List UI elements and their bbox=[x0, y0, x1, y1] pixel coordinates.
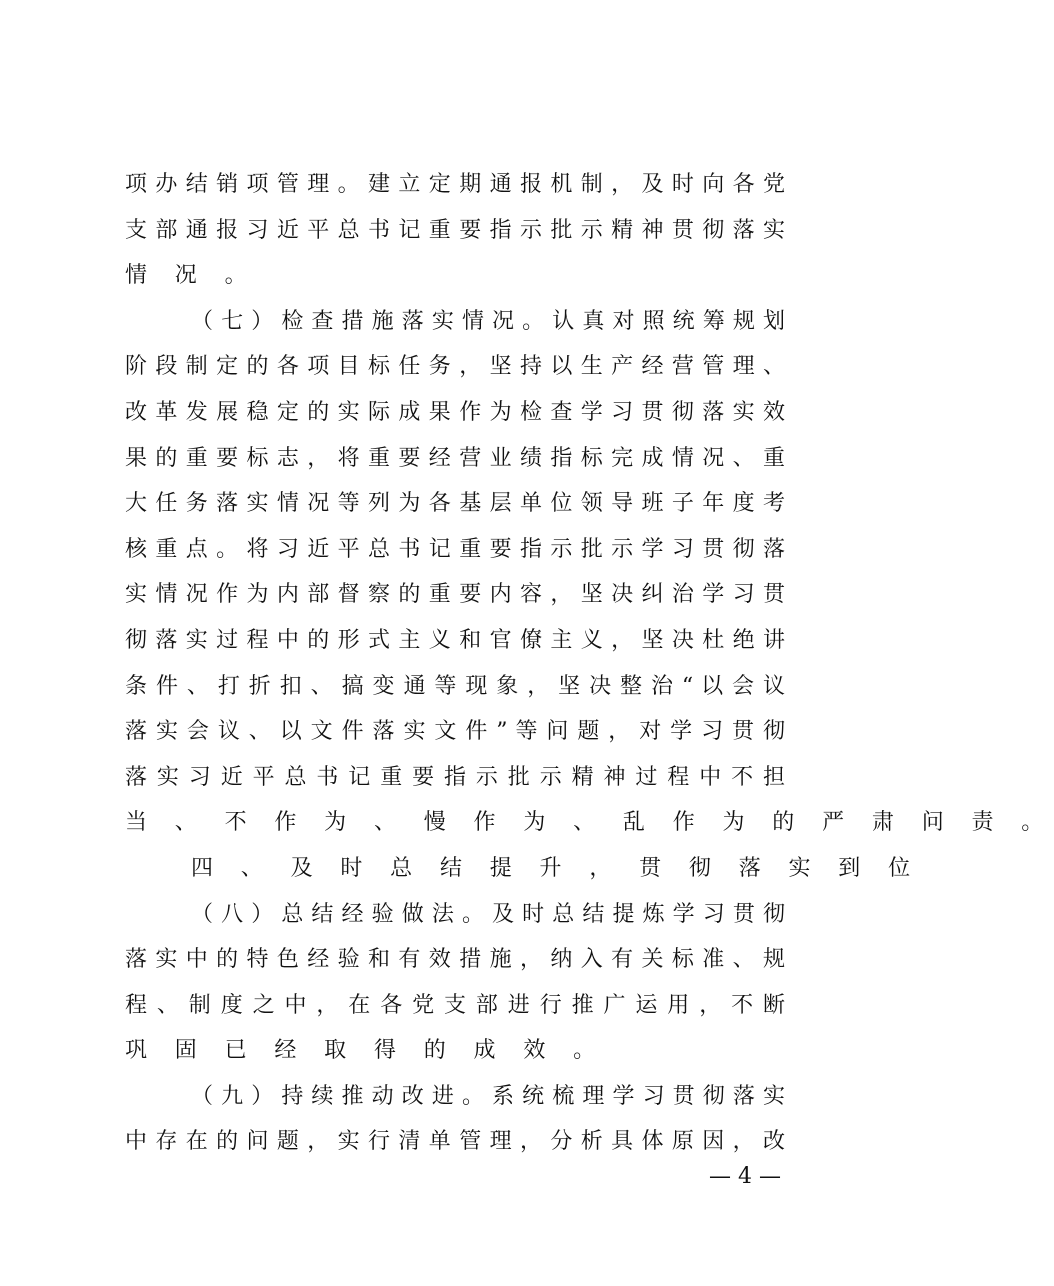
text-line: 项 办 结 销 项 管 理 。 建 立 定 期 通 报 机 制 ， 及 时 向 各 党 bbox=[125, 172, 785, 197]
text-line: 改 革 发 展 稳 定 的 实 际 成 果 作 为 检 查 学 习 贯 彻 落 实 效 bbox=[125, 399, 785, 425]
text-line: 条 件 、 打 折 扣 、 搞 变 通 等 现 象 ， 坚 决 整 治 “ 以 会 议 bbox=[125, 673, 785, 699]
text-line: 支 部 通 报 习 近 平 总 书 记 重 要 指 示 批 示 精 神 贯 彻 落 实 bbox=[125, 217, 785, 243]
text-line: 阶 段 制 定 的 各 项 目 标 任 务 ， 坚 持 以 生 产 经 营 管 理 、 bbox=[125, 354, 785, 380]
text-line: 彻 落 实 过 程 中 的 形 式 主 义 和 官 僚 主 义 ， 坚 决 杜 绝 讲 bbox=[125, 627, 785, 653]
body-text bbox=[125, 162, 1054, 1165]
text-line: 中 存 在 的 问 题 ， 实 行 清 单 管 理 ， 分 析 具 体 原 因 ， 改 bbox=[125, 1129, 785, 1155]
section-heading-4: 四 、 及 时 总 结 提 升 ， 贯 彻 落 实 到 位 bbox=[191, 855, 921, 881]
text-line: 当 、 不 作 为 、 慢 作 为 、 乱 作 为 的 严 肃 问 责 。 bbox=[125, 810, 1054, 836]
text-line: 实 情 况 作 为 内 部 督 察 的 重 要 内 容 ， 坚 决 纠 治 学 习 贯 bbox=[125, 582, 785, 608]
text-line: 程 、 制 度 之 中 ， 在 各 党 支 部 进 行 推 广 运 用 ， 不 断 bbox=[125, 992, 785, 1018]
text-line: 情 况 。 bbox=[125, 263, 257, 289]
section-heading-9: （ 九 ） 持 续 推 动 改 进 。 系 统 梳 理 学 习 贯 彻 落 实 bbox=[191, 1083, 785, 1109]
text-line: 巩 固 已 经 取 得 的 成 效 。 bbox=[125, 1038, 606, 1064]
section-heading-8: （ 八 ） 总 结 经 验 做 法 。 及 时 总 结 提 炼 学 习 贯 彻 bbox=[191, 901, 785, 927]
text-line: 核 重 点 。 将 习 近 平 总 书 记 重 要 指 示 批 示 学 习 贯 彻 落 bbox=[125, 536, 785, 562]
text-line: 大 任 务 落 实 情 况 等 列 为 各 基 层 单 位 领 导 班 子 年 度 考 bbox=[125, 491, 785, 517]
section-heading-7: （ 七 ） 检 查 措 施 落 实 情 况 。 认 真 对 照 统 筹 规 划 bbox=[191, 308, 785, 334]
text-line: 果 的 重 要 标 志 ， 将 重 要 经 营 业 绩 指 标 完 成 情 况 、 重 bbox=[125, 445, 785, 471]
text-line: 落 实 会 议 、 以 文 件 落 实 文 件 ” 等 问 题 ， 对 学 习 贯 彻 bbox=[125, 719, 785, 745]
page-number: — 4 — bbox=[709, 1164, 781, 1189]
text-line: 落 实 中 的 特 色 经 验 和 有 效 措 施 ， 纳 入 有 关 标 准 、 规 bbox=[125, 947, 785, 973]
text-line: 落 实 习 近 平 总 书 记 重 要 指 示 批 示 精 神 过 程 中 不 担 bbox=[125, 764, 785, 790]
